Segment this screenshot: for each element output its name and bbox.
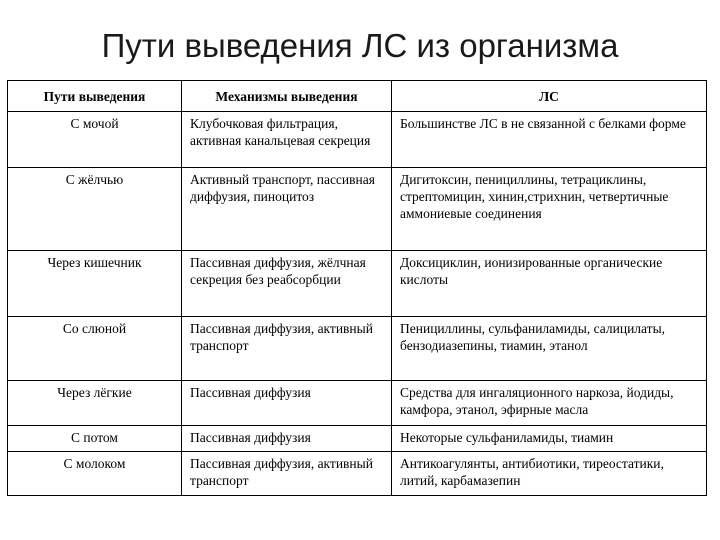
table-row <box>8 426 707 452</box>
drugs-cell: Антикоагулянты, антибиотики, тиреостатики, литий, карбамазепин <box>392 452 707 496</box>
mechanism-cell: Пассивная диффузия, активный транспорт <box>182 317 392 381</box>
route-cell: Через кишечник <box>8 251 182 317</box>
mechanism-cell: Пассивная диффузия, активный транспорт <box>182 452 392 496</box>
table-row <box>8 112 707 168</box>
table-row <box>8 381 707 426</box>
route-cell: С потом <box>8 426 182 452</box>
page-title: Пути выведения ЛС из организма <box>101 27 619 64</box>
drugs-cell: Некоторые сульфаниламиды, тиамин <box>392 426 707 452</box>
drugs-cell: Средства для ингаляционного наркоза, йодиды, камфора, этанол, эфирные масла <box>392 381 707 426</box>
drugs-cell: Большинстве ЛС в не связанной с белками форме <box>392 112 707 168</box>
mechanism-cell: Активный транспорт, пассивная диффузия, пиноцитоз <box>182 168 392 251</box>
drugs-cell: Доксициклин, ионизированные органические кислоты <box>392 251 707 317</box>
table-row <box>8 251 707 317</box>
drugs-cell: Пенициллины, сульфаниламиды, салицилаты, бензодиазепины, тиамин, этанол <box>392 317 707 381</box>
column-header-drugs: ЛС <box>392 81 707 112</box>
table-row <box>8 452 707 496</box>
mechanism-cell: Клубочковая фильтрация, активная канальцевая секреция <box>182 112 392 168</box>
route-cell: С жёлчью <box>8 168 182 251</box>
route-cell: Со слюной <box>8 317 182 381</box>
column-header-mechanism: Механизмы выведения <box>182 81 392 112</box>
mechanism-cell: Пассивная диффузия <box>182 426 392 452</box>
table-row <box>8 317 707 381</box>
route-cell: С мочой <box>8 112 182 168</box>
column-header-route: Пути выведения <box>8 81 182 112</box>
mechanism-cell: Пассивная диффузия, жёлчная секреция без реабсорбции <box>182 251 392 317</box>
table-header-row <box>8 81 707 112</box>
elimination-routes-table <box>7 80 707 496</box>
mechanism-cell: Пассивная диффузия <box>182 381 392 426</box>
drugs-cell: Дигитоксин, пенициллины, тетрациклины, стрептомицин, хинин,стрихнин, четвертичные аммониевые соединения <box>392 168 707 251</box>
route-cell: С молоком <box>8 452 182 496</box>
table-row <box>8 168 707 251</box>
route-cell: Через лёгкие <box>8 381 182 426</box>
